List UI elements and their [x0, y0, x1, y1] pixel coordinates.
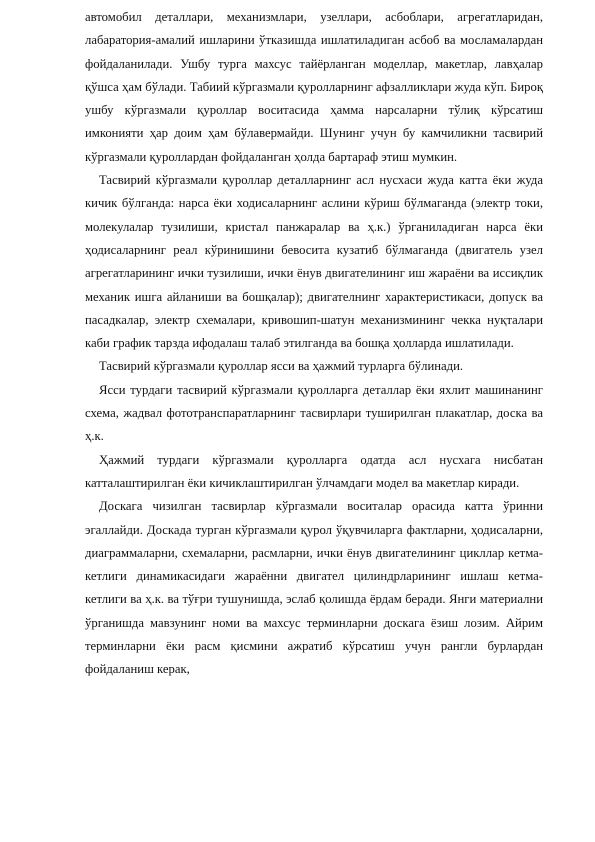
document-body — [85, 6, 543, 682]
paragraph: Доскага чизилган тасвирлар кўргазмали воситалар орасида катта ўринни эгаллайди. Доскада турган кўргазмали қурол ўқувчиларга фактларни, ҳодисаларни, диаграммаларни, схемаларни, расмларни, ички ёнув двигателининг цикллар кетма-кетлиги динамикасидаги жараённи двигател цилиндрларининг ишлаш кетма-кетлиги ва ҳ.к. ва тўғри тушунишда, эслаб қолишда ёрдам беради. Янги материални ўрганишда мавзунинг номи ва махсус терминларни доскага ёзиш лозим. Айрим терминларни ёки расм қисмини ажратиб кўрсатиш учун рангли бурлардан фойдаланиш керак, — [85, 499, 543, 677]
paragraph: автомобил деталлари, механизмлари, узеллари, асбоблари, агрегатларидан, лабаратория-амалий ишларини ўтказишда ишлатиладиган асбоб ва мосламалардан фойдаланилади. Ушбу турга махсус тайёрланган моделлар, макетлар, лавҳалар қўшса ҳам бўлади. Табиий кўргазмали қуролларнинг афзалликлари жуда кўп. Бироқ ушбу кўргазмали қуроллар воситасида ҳамма нарсаларни тўлиқ кўрсатиш имконияти ҳар доим ҳам бўлавермайди. Шунинг учун бу камчиликни тасвирий кўргазмали қуроллардан фойдаланган ҳолда бартараф этиш мумкин. — [85, 10, 543, 164]
paragraph: Тасвирий кўргазмали қуроллар ясси ва ҳажмий турларга бўлинади. — [99, 359, 464, 374]
paragraph: Тасвирий кўргазмали қуроллар деталларнинг асл нусхаси жуда катта ёки жуда кичик бўлганда: нарса ёки ходисаларнинг аслини кўриш бўлмаганда (электр токи, молекулалар тузилиши, кристал панжаралар ва ҳ.к.) ўрганиладиган нарса ёки ҳодисаларнинг реал кўринишини бевосита кузатиб бўлмаганда (двигатель узел агрегатларининг ички тузилиши, ички ёнув двигателининг иш жараёни ва иссиқлик механик ишга айланиши ва бошқалар); двигателнинг характеристикаси, допуск ва пасадкалар, электр схемалари, кривошип-шатун механизмининг чекка нуқталари каби график тарзда ифодалаш талаб этилганда ва бошқа ҳолларда ишлатилади. — [85, 173, 543, 351]
paragraph: Ясси турдаги тасвирий кўргазмали қуролларга деталлар ёки яхлит машинанинг схема, жадвал фототранспаратларнинг тасвирлари туширилган плакатлар, доска ва ҳ.к. — [85, 382, 543, 444]
paragraph: Ҳажмий турдаги кўргазмали қуролларга одатда асл нусхага нисбатан катталаштирилган ёки кичиклаштирилган ўлчамдаги модел ва макетлар киради. — [85, 452, 543, 490]
